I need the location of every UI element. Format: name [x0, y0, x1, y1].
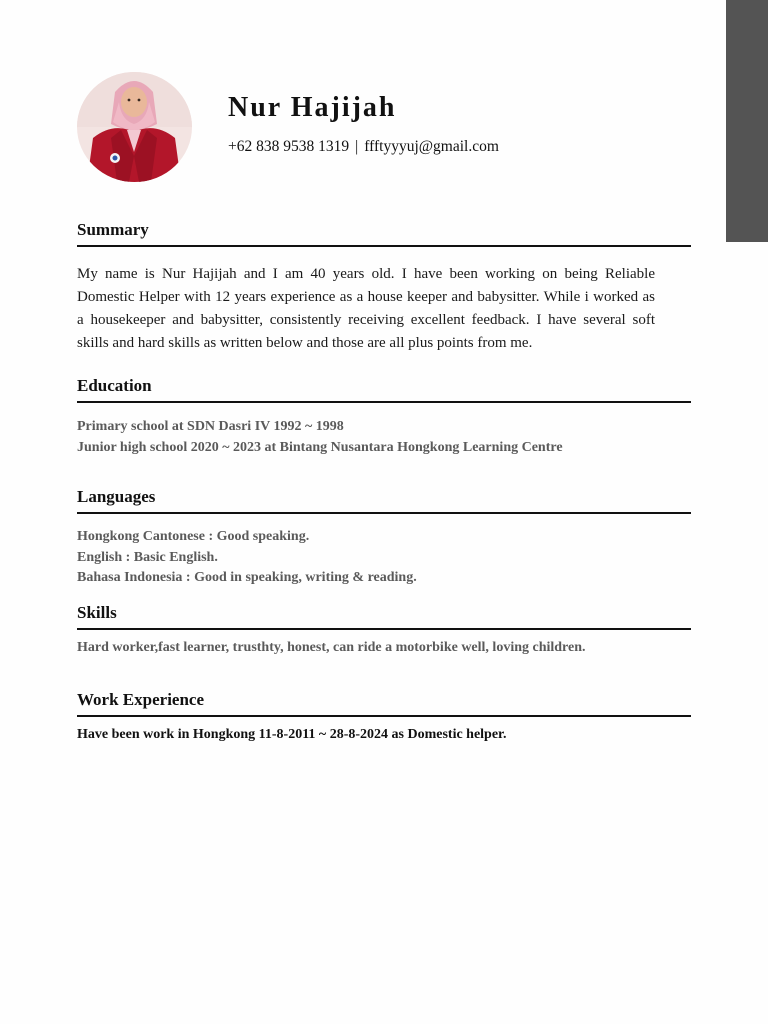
language-item: Bahasa Indonesia : Good in speaking, writing & reading. — [77, 570, 417, 585]
language-item: Hongkong Cantonese : Good speaking. — [77, 529, 310, 544]
profile-photo-illustration — [77, 72, 192, 182]
education-heading: Education — [77, 376, 691, 403]
contact-separator: | — [355, 138, 359, 155]
education-list — [77, 417, 691, 458]
languages-heading: Languages — [77, 487, 691, 514]
language-item: English : Basic English. — [77, 549, 218, 565]
skills-list — [77, 638, 691, 659]
work-experience-section — [77, 690, 691, 746]
candidate-name: Nur Hajijah — [228, 92, 397, 123]
email-address: ffftyyyuj@gmail.com — [364, 138, 499, 155]
work-experience-item: Have been work in Hongkong 11-8-2011 ~ 28-8-2024 as Domestic helper. — [77, 727, 507, 742]
work-experience-heading: Work Experience — [77, 690, 691, 717]
contact-line — [228, 138, 499, 156]
summary-text: My name is Nur Hajijah and I am 40 years old. I have been working on being Reliable Domestic Helper with 12 years experience as a house keeper and babysitter. While i worked as a housekeeper and babysitter, consistently receiving excellent feedback. I have several soft skills and hard skills as written below and those are all plus points from me. — [77, 266, 655, 351]
skills-section — [77, 603, 691, 659]
languages-section — [77, 487, 691, 589]
education-section — [77, 376, 691, 458]
profile-photo — [77, 72, 192, 182]
skills-item: Hard worker,fast learner, trusthty, honest, can ride a motorbike well, loving children. — [77, 640, 586, 655]
phone-number: +62 838 9538 1319 — [228, 138, 350, 155]
education-item: Junior high school 2020 ~ 2023 at Bintang Nusantara Hongkong Learning Centre — [77, 439, 563, 455]
summary-section — [77, 220, 691, 355]
education-item: Primary school at SDN Dasri IV 1992 ~ 1998 — [77, 419, 344, 434]
resume-header — [77, 72, 691, 184]
languages-list — [77, 527, 691, 589]
work-experience-list — [77, 725, 691, 746]
scrollbar-thumb[interactable] — [726, 0, 768, 242]
summary-heading: Summary — [77, 220, 691, 247]
skills-heading: Skills — [77, 603, 691, 630]
